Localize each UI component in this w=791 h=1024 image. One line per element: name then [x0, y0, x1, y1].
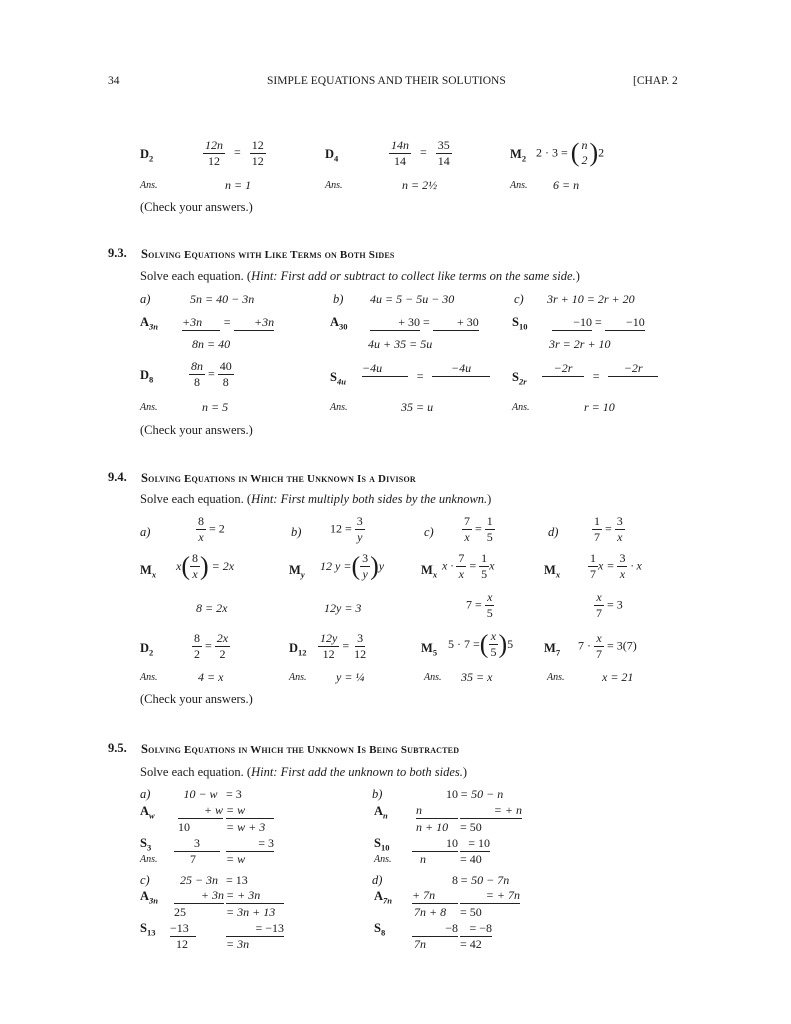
step-line: 8n = 40: [192, 337, 231, 351]
step-left: + 3n: [174, 888, 224, 904]
step-right: = 3n: [226, 937, 250, 951]
answer-label: Ans.: [374, 854, 392, 865]
answer-value: 4 = x: [198, 670, 224, 684]
answer-value: n = 1: [225, 178, 252, 192]
section-number: 9.4.: [108, 470, 127, 484]
step-line: 3r = 2r + 10: [549, 337, 611, 351]
step-left: n + 10: [416, 820, 449, 834]
fraction-equation: 7 = $\frac{x}{5}$: [466, 590, 493, 620]
equation: 5n = 40 − 3n: [190, 292, 255, 306]
step-left: 7n: [414, 937, 426, 951]
step-right: = 50: [460, 820, 482, 834]
fraction-equation: x · $\frac{7}{x}$ = $\frac{1}{5}$ x: [442, 551, 495, 581]
step-right: = + 3n: [226, 888, 284, 904]
answer-left: n: [420, 852, 426, 866]
step-label: $A_{3n}$: [140, 315, 159, 332]
step-left: 10: [412, 836, 458, 852]
step-right: = 3n + 13: [226, 905, 276, 919]
step-label: $S_{4u}$: [330, 370, 346, 387]
answer-label: Ans.: [325, 180, 343, 191]
problem-tag: d): [548, 525, 559, 539]
step-left: −13: [170, 921, 196, 937]
problem-tag: c): [424, 525, 434, 539]
answer-value: n = 5: [202, 400, 229, 414]
answer-label: Ans.: [140, 180, 158, 191]
step-line: 4u + 35 = 5u: [368, 337, 433, 351]
answer-label: Ans.: [289, 672, 307, 683]
problem-tag: a): [140, 525, 151, 539]
answer-value: 6 = n: [553, 178, 580, 192]
step-left: n: [416, 803, 458, 819]
fraction-equation: $\frac{1}{7}$ = $\frac{3}{x}$: [594, 514, 623, 544]
step-label: $M_y$: [289, 563, 305, 580]
step-left: 25: [174, 905, 186, 919]
problem-tag: c): [140, 873, 150, 887]
step-label: $M_x$: [421, 563, 438, 580]
step-label: $S_{13}$: [140, 921, 156, 938]
step-left: + w: [178, 803, 223, 819]
step-right: = + 7n: [460, 888, 520, 904]
step-right: = 50: [460, 905, 482, 919]
step-label: $D_8$: [140, 368, 154, 385]
answer-label: Ans.: [512, 402, 530, 413]
fraction-equation: 12 = $\frac{3}{y}$: [330, 514, 363, 544]
step-label: $S_3$: [140, 836, 152, 853]
step-label: $M_x$: [544, 563, 561, 580]
page-number: 34: [108, 75, 120, 87]
step-right: = + n: [460, 803, 522, 819]
step-left: 10: [446, 787, 458, 801]
step-left: 7n + 8: [414, 905, 447, 919]
step-line: −10 = −10: [552, 315, 645, 331]
answer-value: 35 = u: [401, 400, 434, 414]
fraction-equation: $\frac{12y}{12}$ = $\frac{3}{12}$: [320, 631, 367, 661]
section-title: Solving Equations with Like Terms on Both Sides: [141, 247, 395, 261]
step-label: $A_{7n}$: [374, 889, 393, 906]
step-label: $S_{2r}$: [512, 370, 527, 387]
chapter-label: [CHAP. 2: [633, 75, 678, 87]
section-number: 9.3.: [108, 246, 127, 260]
answer-value: r = 10: [584, 400, 615, 414]
step-left: 10: [178, 820, 190, 834]
answer-label: Ans.: [424, 672, 442, 683]
problem-tag: a): [140, 787, 151, 801]
step-left: 12: [176, 937, 188, 951]
problem-tag: b): [333, 292, 344, 306]
step-line: +3n = +3n: [182, 315, 275, 329]
step-label: $D_2$: [140, 641, 154, 658]
problem-tag: b): [372, 787, 383, 801]
answer-value: 35 = x: [461, 670, 493, 684]
step-left: −8: [412, 921, 458, 937]
step-right: = 42: [460, 937, 482, 951]
section-title: Solving Equations in Which the Unknown Is a Divisor: [141, 471, 416, 485]
step-line: −4u=−4u: [362, 361, 490, 377]
step-right: = 50 − 7n: [460, 873, 510, 887]
answer-label: Ans.: [510, 180, 528, 191]
step-left: 25 − 3n: [179, 873, 219, 887]
answer-label: Ans.: [330, 402, 348, 413]
step-right: = w + 3: [226, 820, 266, 834]
equation: 3r + 10 = 2r + 20: [547, 292, 635, 306]
step-label: $S_{10}$: [374, 836, 390, 853]
problem-tag: d): [372, 873, 383, 887]
step-label: $A_{3n}$: [140, 889, 159, 906]
answer-right: = w: [226, 852, 246, 866]
step-label: $D_{12}$: [289, 641, 307, 658]
instructions: Solve each equation. (Hint: First add or subtract to collect like terms on the same side.): [140, 269, 580, 283]
step-label: $M_5$: [421, 641, 438, 658]
check-note: (Check your answers.): [140, 692, 253, 706]
answer-value: y = ¼: [336, 670, 365, 684]
answer-value: n = 2½: [402, 178, 438, 192]
step-right: = 10: [460, 836, 490, 852]
step-label: $A_n$: [374, 804, 388, 821]
step-left: 3: [174, 836, 220, 852]
step-right: = 50 − n: [460, 787, 504, 801]
fraction-equation: 5 · 7 =( $\frac{x}{5}$ )5: [448, 629, 514, 659]
fraction-equation: $\frac{14n}{14}$ = $\frac{35}{14}$: [391, 138, 450, 168]
check-note: (Check your answers.): [140, 200, 253, 214]
answer-value: x = 21: [602, 670, 634, 684]
fraction-equation: $\frac{7}{x}$ = $\frac{1}{5}$: [464, 514, 493, 544]
answer-label: Ans.: [140, 402, 158, 413]
fraction-equation: 2 · 3 = ( n 2 )2: [536, 138, 605, 167]
instructions: Solve each equation. (Hint: First multiply both sides by the unknown.): [140, 492, 492, 506]
check-note: (Check your answers.): [140, 423, 253, 437]
instructions: Solve each equation. (Hint: First add the unknown to both sides.): [140, 765, 468, 779]
step-line: −2r=−2r: [542, 361, 658, 377]
step-label: $D_2$: [140, 147, 154, 164]
fraction-equation: $\frac{8}{2}$ = $\frac{2x}{2}$: [194, 631, 229, 661]
fraction-equation: $\frac{12n}{12}$ = $\frac{12}{12}$: [205, 138, 264, 168]
step-line: 12y = 3: [324, 601, 362, 615]
fraction-equation: 12 y =( $\frac{3}{y}$ )y: [320, 551, 385, 581]
step-line: + 30 = + 30: [370, 315, 479, 331]
fraction-equation: $\frac{x}{7}$ = 3: [596, 590, 623, 620]
step-label: $A_w$: [140, 804, 155, 821]
step-right: = 3: [226, 787, 242, 801]
section-title: Solving Equations in Which the Unknown Is Being Subtracted: [141, 742, 460, 756]
step-right: = 3: [226, 836, 274, 852]
fraction-equation: $\frac{8n}{8}$ = $\frac{40}{8}$: [191, 359, 232, 389]
step-right: = −13: [226, 921, 284, 937]
section-number: 9.5.: [108, 741, 127, 755]
step-left: 10 − w: [183, 787, 218, 801]
problem-tag: b): [291, 525, 302, 539]
step-left: + 7n: [412, 888, 458, 904]
step-line: 8 = 2x: [196, 601, 228, 615]
step-left: 8: [452, 873, 458, 887]
answer-left: 7: [190, 852, 196, 866]
running-title: SIMPLE EQUATIONS AND THEIR SOLUTIONS: [267, 75, 506, 87]
step-label: $M_7$: [544, 641, 561, 658]
equation: 4u = 5 − 5u − 30: [370, 292, 455, 306]
fraction-equation: 7 · $\frac{x}{7}$ = 3(7): [578, 631, 637, 661]
fraction-equation: $\frac{8}{x}$ = 2: [198, 514, 225, 544]
step-right: = w: [226, 803, 274, 819]
problem-tag: a): [140, 292, 151, 306]
step-label: $S_8$: [374, 921, 386, 938]
problem-tag: c): [514, 292, 524, 306]
fraction-equation: x( $\frac{8}{x}$ ) = 2x: [176, 551, 235, 581]
fraction-equation: $\frac{1}{7}$ x = $\frac{3}{x}$ · x: [590, 551, 642, 581]
step-label: $M_x$: [140, 563, 157, 580]
step-label: $D_4$: [325, 147, 339, 164]
step-label: $M_2$: [510, 147, 527, 164]
step-right: = −8: [460, 921, 492, 937]
answer-label: Ans.: [140, 854, 158, 865]
step-label: $S_{10}$: [512, 315, 528, 332]
step-right: = 13: [226, 873, 248, 887]
answer-label: Ans.: [547, 672, 565, 683]
step-label: $A_{30}$: [330, 315, 348, 332]
answer-right: = 40: [460, 852, 482, 866]
answer-label: Ans.: [140, 672, 158, 683]
